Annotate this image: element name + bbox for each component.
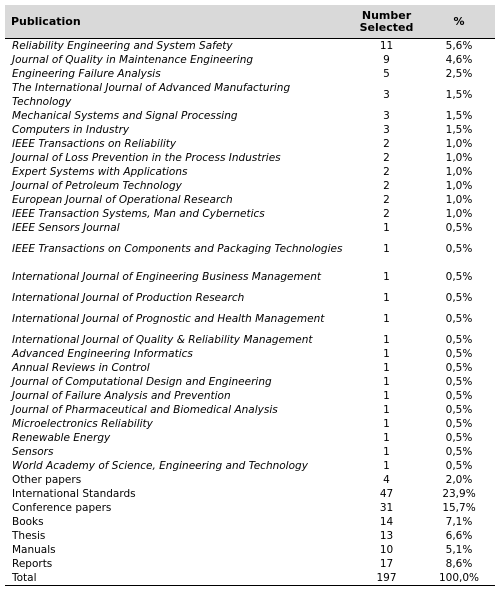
table-row: [5, 151, 495, 165]
percent-cell: 1,0%: [445, 180, 473, 192]
table-row: [5, 53, 495, 67]
number-selected-cell: 1: [383, 222, 390, 234]
number-selected-cell: 1: [383, 432, 390, 444]
percent-cell: 1,0%: [445, 166, 473, 178]
number-selected-cell: 1: [383, 376, 390, 388]
publication-name-cell: Total: [5, 571, 350, 586]
publication-name-cell: Journal of Pharmaceutical and Biomedical Analysis: [12, 404, 278, 416]
publication-name-cell: Thesis: [12, 530, 46, 542]
percent-cell: 0,5%: [445, 460, 473, 472]
percent-cell: 5,1%: [445, 544, 473, 556]
percent-cell: 2,5%: [445, 68, 473, 80]
number-selected-cell: 1: [383, 460, 390, 472]
table-row: [5, 39, 495, 54]
publication-name-cell: International Journal of Engineering Business Management: [12, 271, 321, 283]
percent-cell: 1,5%: [445, 110, 473, 122]
publication-name-cell: Sensors: [12, 446, 54, 458]
header-publication: Publication: [5, 5, 350, 39]
publication-name-cell: World Academy of Science, Engineering and Technology: [12, 460, 308, 472]
percent-cell: 1,0%: [445, 208, 473, 220]
percent-cell: 100,0%: [423, 571, 495, 586]
table-row: [5, 291, 495, 305]
table-row: [5, 473, 495, 487]
percent-cell: 2,0%: [445, 474, 473, 486]
number-selected-cell: 197: [350, 571, 423, 586]
percent-cell: 1,5%: [445, 89, 473, 101]
percent-cell: 8,6%: [445, 558, 473, 570]
publication-name-cell: Journal of Computational Design and Engineering: [12, 376, 272, 388]
percent-cell: 1,0%: [445, 194, 473, 206]
percent-cell: 0,5%: [445, 271, 473, 283]
percent-cell: 15,7%: [442, 502, 476, 514]
publication-name-cell: International Standards: [12, 488, 136, 500]
number-selected-cell: 17: [379, 558, 394, 570]
number-selected-cell: 3: [383, 124, 390, 136]
percent-cell: 0,5%: [445, 292, 473, 304]
table-row: [5, 557, 495, 571]
publication-name-cell: International Journal of Prognostic and Health Management: [12, 313, 325, 325]
table-row: [5, 81, 495, 109]
table-row: [5, 403, 495, 417]
number-selected-cell: 9: [383, 54, 390, 66]
number-selected-cell: 13: [379, 530, 394, 542]
table-row: [5, 417, 495, 431]
publication-name-cell: Journal of Quality in Maintenance Engineering: [12, 54, 254, 66]
number-selected-cell: 1: [383, 271, 390, 283]
table-body: [5, 39, 495, 586]
number-selected-cell: 1: [383, 334, 390, 346]
percent-cell: 0,5%: [445, 313, 473, 325]
number-selected-cell: 1: [383, 348, 390, 360]
percent-cell: 0,5%: [445, 390, 473, 402]
header-number-selected: Number Selected: [350, 5, 423, 39]
publication-name-cell: Other papers: [12, 474, 82, 486]
percent-cell: 1,0%: [445, 138, 473, 150]
table-row: [5, 515, 495, 529]
table-row: [5, 529, 495, 543]
percent-cell: 0,5%: [445, 334, 473, 346]
percent-cell: 0,5%: [445, 243, 473, 255]
number-selected-cell: 1: [383, 404, 390, 416]
publication-name-cell: Journal of Failure Analysis and Prevention: [12, 390, 231, 402]
number-selected-cell: 2: [383, 152, 390, 164]
table-row: [5, 445, 495, 459]
publication-name-cell: Renewable Energy: [12, 432, 111, 444]
percent-cell: 6,6%: [445, 530, 473, 542]
table-row: [5, 165, 495, 179]
table-row: [5, 333, 495, 347]
table-row: [5, 207, 495, 221]
table-row: [5, 123, 495, 137]
table-row: [5, 137, 495, 151]
table-row: [5, 179, 495, 193]
table-row: [5, 361, 495, 375]
publication-name-cell: Engineering Failure Analysis: [12, 68, 161, 80]
publication-name-cell: Expert Systems with Applications: [12, 166, 188, 178]
publication-name-cell: Annual Reviews in Control: [12, 362, 150, 374]
table-row: [5, 431, 495, 445]
table-row: [5, 221, 495, 235]
number-selected-cell: 2: [383, 166, 390, 178]
publication-name-cell: Journal of Petroleum Technology: [12, 180, 182, 192]
publication-table: [5, 5, 495, 586]
number-selected-cell: 1: [383, 292, 390, 304]
table-header-row: [5, 5, 495, 39]
number-selected-cell: 2: [383, 194, 390, 206]
table-row: [5, 305, 495, 333]
number-selected-cell: 1: [383, 313, 390, 325]
table-row: [5, 543, 495, 557]
publication-name-cell: International Journal of Quality & Reliability Management: [12, 334, 313, 346]
table-row: [5, 375, 495, 389]
percent-cell: 1,5%: [445, 124, 473, 136]
number-selected-cell: 2: [383, 208, 390, 220]
percent-cell: 0,5%: [445, 418, 473, 430]
publication-name-cell: International Journal of Production Research: [12, 292, 245, 304]
publication-name-cell: The International Journal of Advanced Manufacturing Technology: [12, 82, 291, 108]
table-row: [5, 347, 495, 361]
publication-name-cell: IEEE Transactions on Components and Packaging Technologies: [12, 243, 343, 255]
publication-name-cell: Manuals: [12, 544, 56, 556]
publication-name-cell: Journal of Loss Prevention in the Process Industries: [12, 152, 281, 164]
percent-cell: 0,5%: [445, 362, 473, 374]
publication-name-cell: Computers in Industry: [12, 124, 130, 136]
percent-cell: 0,5%: [445, 376, 473, 388]
percent-cell: 23,9%: [442, 488, 476, 500]
percent-cell: 0,5%: [445, 404, 473, 416]
number-selected-cell: 14: [379, 516, 394, 528]
table-row: [5, 263, 495, 291]
publication-name-cell: Advanced Engineering Informatics: [12, 348, 193, 360]
publication-name-cell: Conference papers: [12, 502, 112, 514]
number-selected-cell: 1: [383, 243, 390, 255]
publication-name-cell: Mechanical Systems and Signal Processing: [12, 110, 238, 122]
publication-name-cell: IEEE Transactions on Reliability: [12, 138, 177, 150]
percent-cell: 0,5%: [445, 348, 473, 360]
number-selected-cell: 1: [383, 390, 390, 402]
publication-name-cell: Books: [12, 516, 44, 528]
publication-name-cell: European Journal of Operational Research: [12, 194, 233, 206]
percent-cell: 0,5%: [445, 432, 473, 444]
table-row: [5, 193, 495, 207]
publication-name-cell: IEEE Transaction Systems, Man and Cybernetics: [12, 208, 265, 220]
percent-cell: 1,0%: [445, 152, 473, 164]
number-selected-cell: 5: [383, 68, 390, 80]
number-selected-cell: 2: [383, 138, 390, 150]
table-row: [5, 487, 495, 501]
number-selected-cell: 1: [383, 362, 390, 374]
percent-cell: 0,5%: [445, 222, 473, 234]
percent-cell: 0,5%: [445, 446, 473, 458]
percent-cell: 4,6%: [445, 54, 473, 66]
table-row: [5, 501, 495, 515]
number-selected-cell: 31: [379, 502, 394, 514]
table-row: [5, 109, 495, 123]
header-percent: %: [423, 5, 495, 39]
percent-cell: 7,1%: [445, 516, 473, 528]
table-row: [5, 235, 495, 263]
publication-name-cell: Reports: [12, 558, 53, 570]
publication-name-cell: IEEE Sensors Journal: [12, 222, 120, 234]
publication-name-cell: Microelectronics Reliability: [12, 418, 153, 430]
number-selected-cell: 3: [383, 110, 390, 122]
number-selected-cell: 4: [383, 474, 390, 486]
publication-name-cell: Reliability Engineering and System Safety: [12, 40, 233, 52]
percent-cell: 5,6%: [445, 40, 473, 52]
number-selected-cell: 11: [379, 40, 394, 52]
number-selected-cell: 2: [383, 180, 390, 192]
number-selected-cell: 1: [383, 418, 390, 430]
number-selected-cell: 1: [383, 446, 390, 458]
table-row: [5, 571, 495, 586]
number-selected-cell: 10: [379, 544, 394, 556]
table-row: [5, 459, 495, 473]
table-row: [5, 389, 495, 403]
number-selected-cell: 3: [383, 89, 390, 101]
number-selected-cell: 47: [379, 488, 394, 500]
table-row: [5, 67, 495, 81]
